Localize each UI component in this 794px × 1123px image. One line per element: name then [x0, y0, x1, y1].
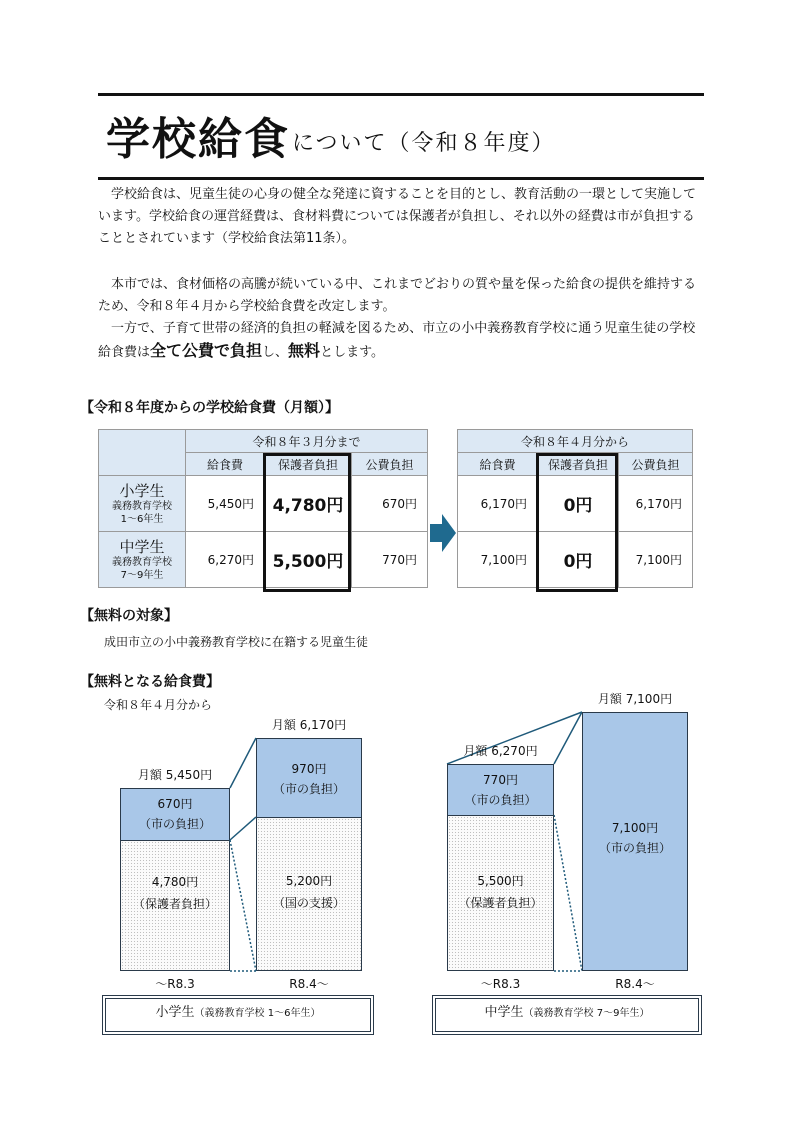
row-label-junior-main: 中学生 — [119, 537, 165, 556]
col-parent-after: 保護者負担 — [538, 453, 619, 476]
elementary-after-axis: R8.4～ — [289, 977, 329, 991]
row-label-elementary-main: 小学生 — [119, 481, 165, 500]
elementary-footer-sub: （義務教育学校 1～6年生） — [194, 1008, 321, 1019]
elementary-after-public-value: 970円 — [291, 762, 327, 776]
elementary-footer-inner — [105, 998, 371, 1032]
cell-fee-junior-before: 6,270円 — [186, 532, 265, 588]
cell-public-elementary-before: 670円 — [352, 476, 428, 532]
intro-text-3c: し、 — [262, 345, 289, 360]
junior-before-public-value: 770円 — [483, 773, 518, 787]
intro-emphasis-public: 全て公費で負担 — [150, 341, 263, 360]
elementary-before-public-value: 670円 — [157, 797, 193, 811]
col-public-after: 公費負担 — [619, 453, 693, 476]
page-title: 学校給食 — [106, 114, 290, 165]
junior-before-parent-bar — [447, 815, 554, 971]
cell-parent-junior-before: 5,500円 — [265, 532, 352, 588]
junior-before-public-note: （市の負担） — [464, 793, 537, 807]
fee-table-before-period: 令和８年３月分まで — [186, 430, 428, 453]
free-fee-note: 令和８年４月分から — [104, 698, 213, 712]
elementary-before-total: 月額 5,450円 — [137, 768, 213, 782]
cell-fee-junior-after: 7,100円 — [458, 532, 538, 588]
junior-after-total: 月額 7,100円 — [597, 692, 673, 706]
junior-after-public-note: （市の負担） — [598, 841, 671, 855]
fee-table-after-period: 令和８年４月分から — [458, 430, 693, 453]
fee-section-heading: 【令和８年度からの学校給食費（月額）】 — [80, 400, 339, 416]
elementary-before-axis: ～R8.3 — [155, 977, 195, 991]
elementary-after-total: 月額 6,170円 — [271, 718, 347, 732]
free-fee-heading: 【無料となる給食費】 — [80, 674, 220, 690]
row-label-junior-sub2: 7～9年生 — [120, 569, 164, 581]
cell-parent-elementary-before: 4,780円 — [265, 476, 352, 532]
col-parent-before: 保護者負担 — [265, 453, 352, 476]
page-subtitle: について（令和８年度） — [292, 131, 556, 156]
cell-fee-elementary-after: 6,170円 — [458, 476, 538, 532]
intro-emphasis-free: 無料 — [288, 341, 321, 360]
cell-public-junior-after: 7,100円 — [619, 532, 693, 588]
junior-before-parent-value: 5,500円 — [477, 874, 524, 888]
free-target-heading: 【無料の対象】 — [80, 608, 178, 624]
junior-before-axis: ～R8.3 — [480, 977, 521, 991]
junior-before-total: 月額 6,270円 — [463, 744, 538, 758]
cell-parent-junior-after: 0円 — [538, 532, 619, 588]
col-fee-after: 給食費 — [458, 453, 538, 476]
elementary-before-parent-value: 4,780円 — [151, 875, 199, 889]
row-label-elementary-sub1: 義務教育学校 — [112, 500, 172, 512]
elementary-before-parent-note: （保護者負担） — [132, 897, 217, 911]
cell-public-junior-before: 770円 — [352, 532, 428, 588]
cell-public-elementary-after: 6,170円 — [619, 476, 693, 532]
intro-text-3e: とします。 — [320, 345, 385, 360]
junior-after-public-bar — [582, 712, 688, 971]
elementary-after-support-value: 5,200円 — [285, 874, 333, 888]
junior-before-parent-note: （保護者負担） — [458, 896, 543, 910]
col-public-before: 公費負担 — [352, 453, 428, 476]
junior-after-axis: R8.4～ — [615, 977, 655, 991]
intro-text-1: 学校給食は、児童生徒の心身の健全な発達に資することを目的とし、教育活動の一環として実施しています。学校給食の運営経費は、食材料費については保護者が負担し、それ以外の経費は市が負担することとされています（学校給食法第11条）。 — [98, 187, 697, 246]
intro-text-3a: 一方で、子育て世帯の経済的負担の軽減を図るため、市立の小中義務教育学校に通う児童生徒の学校給食費は — [98, 321, 696, 360]
junior-footer-label: 中学生 — [484, 1005, 524, 1020]
col-fee-before: 給食費 — [186, 453, 265, 476]
junior-footer-box — [432, 995, 702, 1035]
row-label-junior-sub1: 義務教育学校 — [112, 556, 172, 568]
elementary-after-support-note: （国の支援） — [272, 896, 345, 910]
intro-text-2: 本市では、食材価格の高騰が続いている中、これまでどおりの質や量を保った給食の提供を維持するため、令和８年４月から学校給食費を改定します。 — [98, 277, 697, 314]
elementary-footer-label: 小学生 — [155, 1005, 195, 1020]
elementary-footer-box — [102, 995, 374, 1035]
junior-footer-inner — [435, 998, 699, 1032]
elementary-after-public-note: （市の負担） — [272, 782, 345, 796]
junior-after-public-value: 7,100円 — [611, 821, 659, 835]
cell-fee-elementary-before: 5,450円 — [186, 476, 265, 532]
elementary-before-public-note: （市の負担） — [138, 817, 211, 831]
free-target-text: 成田市立の小中義務教育学校に在籍する児童生徒 — [104, 635, 369, 649]
row-label-elementary-sub2: 1～6年生 — [120, 513, 164, 525]
junior-before-public-bar — [447, 764, 554, 816]
cell-parent-elementary-after: 0円 — [538, 476, 619, 532]
junior-footer-sub: （義務教育学校 7～9年生） — [523, 1008, 650, 1019]
